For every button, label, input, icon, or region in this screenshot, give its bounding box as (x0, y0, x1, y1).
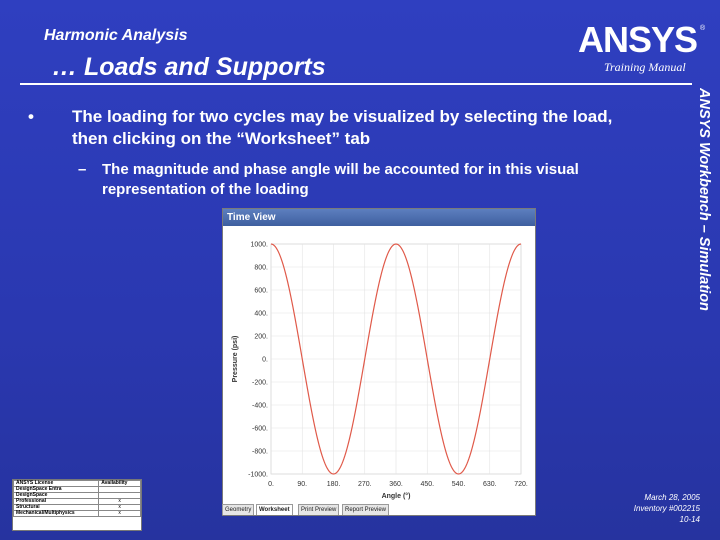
ansys-logo (578, 20, 708, 60)
svg-text:®: ® (700, 25, 706, 32)
logo-text: ANSYS (578, 20, 698, 60)
time-view-window (222, 208, 536, 516)
y-tick-label: -800. (252, 448, 268, 456)
x-tick-label: 90. (297, 481, 308, 488)
side-title-text: ANSYS Workbench – Simulation (696, 88, 712, 311)
license-header-cell: ANSYS License (14, 481, 99, 487)
y-tick-label: -200. (252, 379, 268, 387)
x-tick-label: 450. (420, 481, 435, 488)
view-tabs (222, 504, 534, 514)
license-cell: Structural (14, 505, 99, 511)
x-axis-label: Angle (°) (381, 493, 411, 500)
side-title (694, 88, 718, 410)
bullet-text: The loading for two cycles may be visualized by selecting the load, then clicking on the “Worksheet” tab (72, 107, 613, 148)
tab-geometry[interactable]: Geometry (222, 504, 254, 515)
x-tick-label: 540. (451, 481, 466, 488)
x-tick-label: 180. (326, 481, 341, 488)
footer (610, 492, 700, 525)
y-tick-label: 400. (254, 310, 268, 318)
x-tick-label: 270. (357, 481, 372, 488)
footer-page: 10-14 (679, 515, 700, 524)
footer-inventory: Inventory #002215 (633, 504, 700, 513)
tab-worksheet[interactable]: Worksheet (256, 504, 293, 515)
y-tick-label: -600. (252, 425, 268, 433)
license-cell: Professional (14, 499, 99, 505)
footer-date: March 28, 2005 (644, 493, 700, 502)
y-axis-label: Pressure (psi) (232, 335, 239, 383)
license-cell: DesignSpace Entra (14, 487, 99, 493)
bullet-dot: • (28, 107, 34, 126)
y-tick-label: 1000. (250, 241, 268, 249)
y-tick-label: -1000. (248, 471, 268, 479)
license-cell: x (99, 511, 141, 517)
sub-bullet-text: The magnitude and phase angle will be accounted for in this visual representation of the loading (102, 161, 579, 198)
x-tick-label: 0. (268, 481, 274, 488)
sub-bullet-dash: – (78, 161, 87, 178)
tab-print-preview[interactable]: Print Preview (298, 504, 339, 515)
y-tick-label: 600. (254, 287, 268, 295)
license-cell: x (99, 505, 141, 511)
x-tick-label: 360. (389, 481, 403, 488)
y-tick-label: 0. (262, 356, 268, 364)
y-tick-label: 800. (254, 264, 268, 272)
license-cell: x (99, 499, 141, 505)
x-tick-label: 630. (482, 481, 497, 488)
license-cell: Mechanical/Multiphysics (14, 511, 99, 517)
license-table (12, 479, 142, 531)
license-header-cell: Availability (99, 481, 141, 487)
license-cell: DesignSpace (14, 493, 99, 499)
time-view-title: Time View (223, 209, 535, 226)
training-manual-label: Training Manual (604, 60, 686, 74)
x-tick-label: 720. (514, 481, 528, 488)
tab-report-preview[interactable]: Report Preview (342, 504, 389, 515)
y-tick-label: 200. (254, 333, 268, 341)
header-divider (20, 83, 692, 85)
slide-title: … Loads and Supports (52, 53, 326, 81)
time-view-chart (223, 226, 535, 514)
y-tick-label: -400. (252, 402, 268, 410)
header-title: Harmonic Analysis (44, 27, 188, 44)
table-row (14, 511, 141, 517)
